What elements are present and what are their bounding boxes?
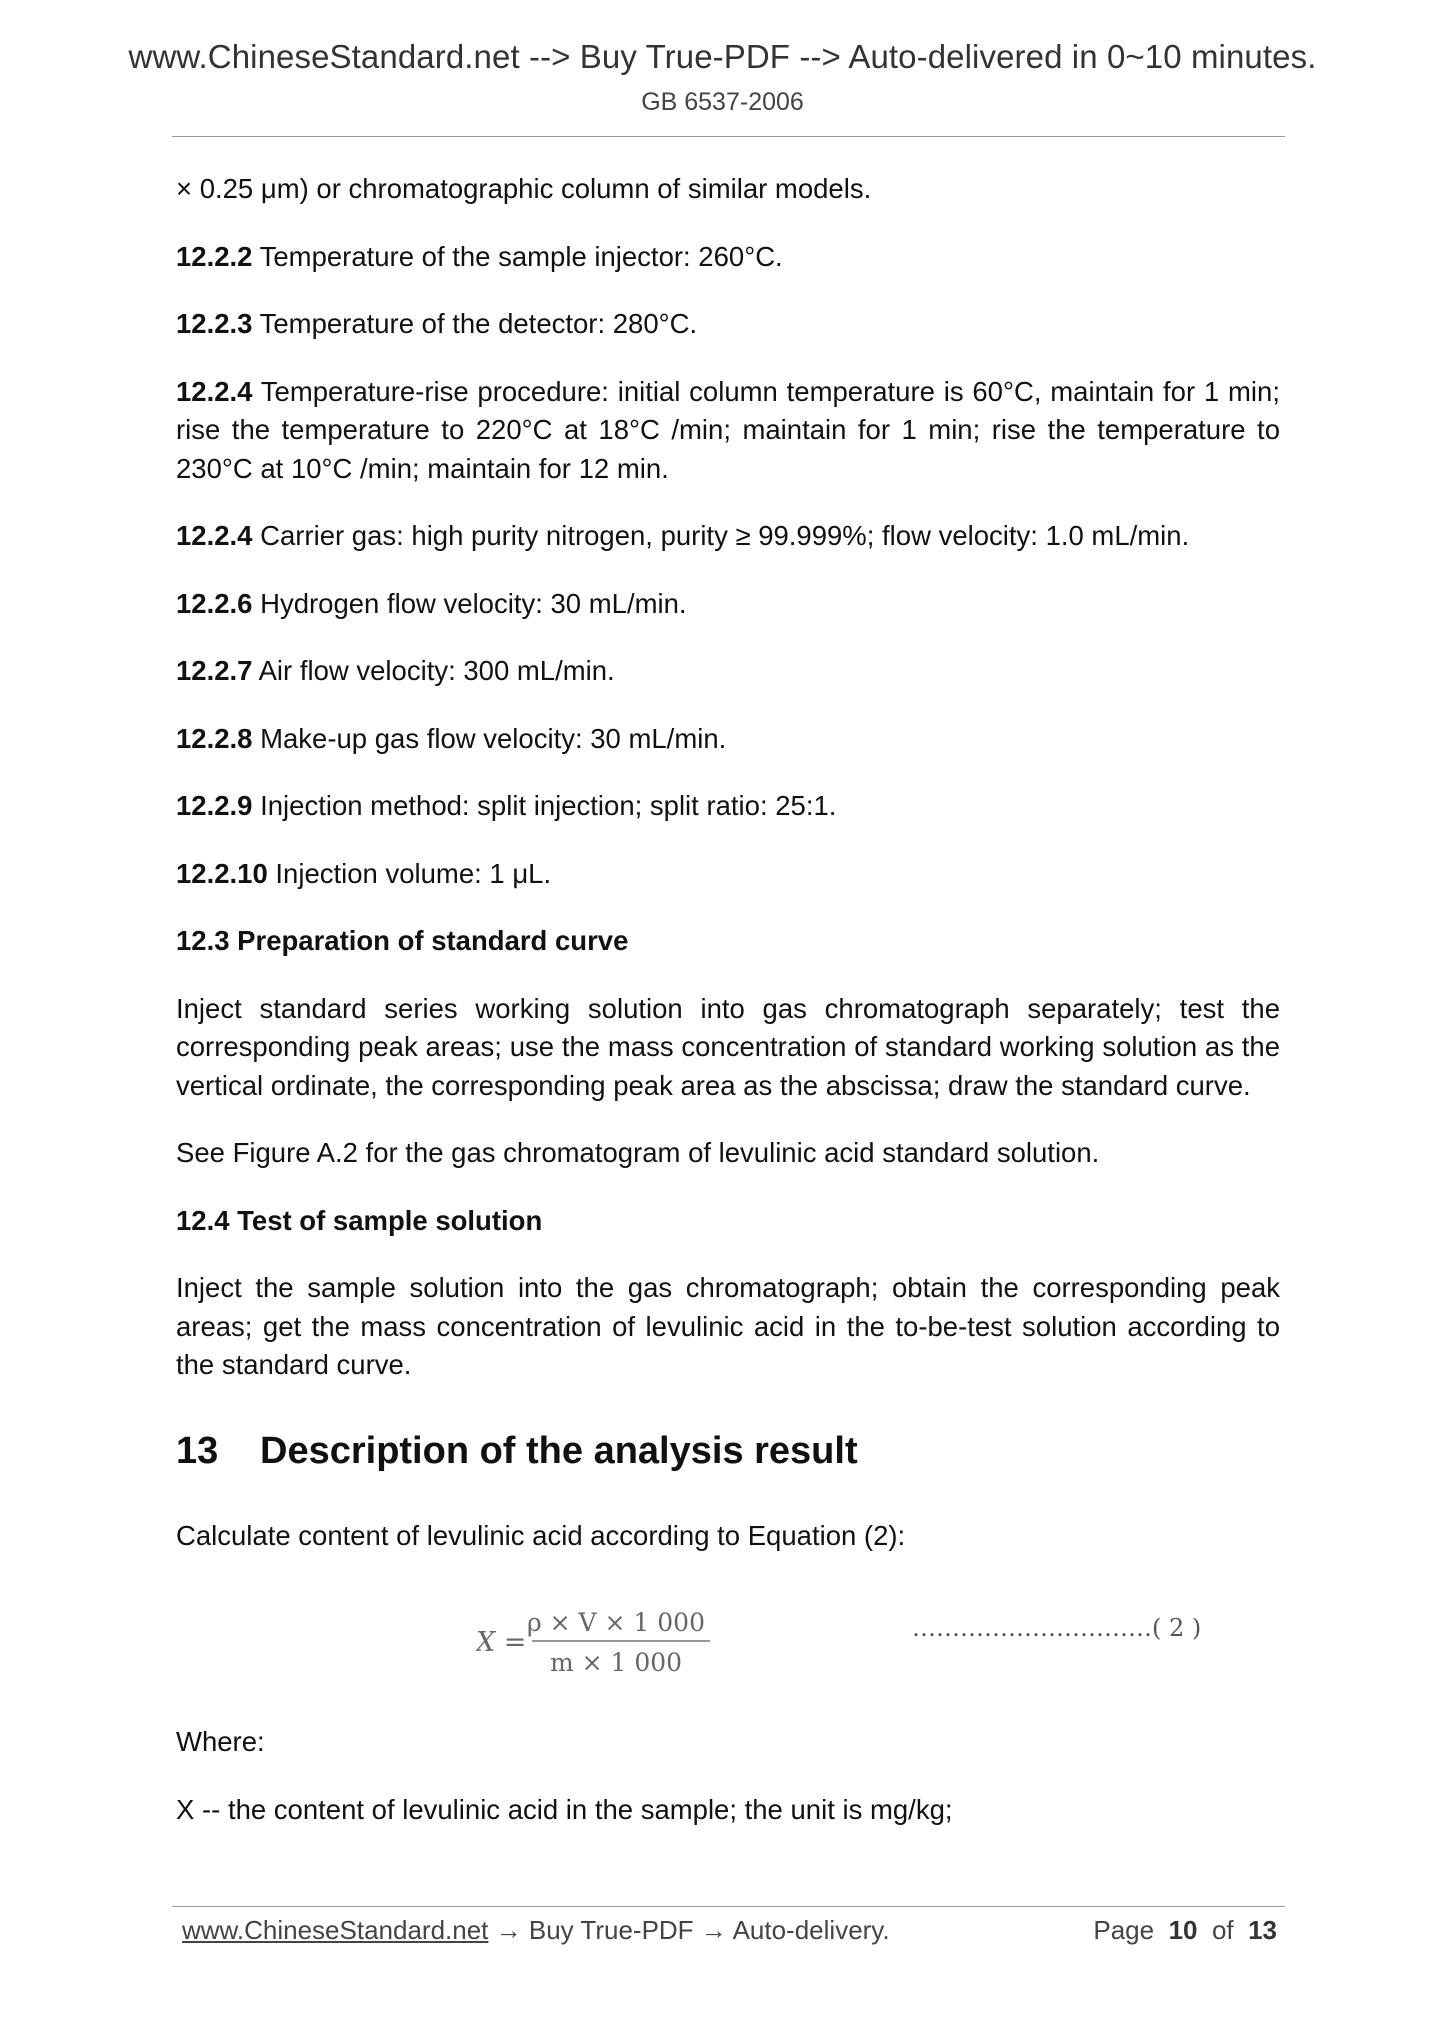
section-number: 13	[176, 1429, 219, 1472]
subheading-12-4: 12.4 Test of sample solution	[176, 1204, 543, 1236]
clause-12-2-4-carrier-gas	[176, 517, 1280, 556]
clause-12-2-10	[176, 855, 1280, 894]
paragraph-figure-reference: See Figure A.2 for the gas chromatogram of levulinic acid standard solution.	[176, 1137, 1100, 1168]
clause-text: Hydrogen flow velocity: 30 mL/min.	[260, 587, 687, 619]
footer-divider	[172, 1906, 1285, 1907]
clause-number: 12.2.7	[176, 655, 253, 686]
equation-leader	[912, 1609, 1201, 1648]
clause-text: Air flow velocity: 300 mL/min.	[258, 655, 615, 686]
standard-number: GB 6537-2006	[641, 88, 804, 116]
where-label: Where:	[176, 1726, 265, 1757]
paragraph-standard-curve: Inject standard series working solution into gas chromatograph separately; test the corresponding peak areas; use the mass concentration of standard working solution as the vertical ordinate, the corresponding peak area as the abscissa; draw the standard curve.	[176, 992, 1280, 1101]
section-heading-13	[176, 1429, 1280, 1473]
clause-text: Injection volume: 1 μL.	[275, 857, 552, 889]
clause-12-2-3	[176, 305, 1280, 344]
header-title: www.ChineseStandard.net --> Buy True-PDF --> Auto-delivered in 0~10 minutes.	[128, 38, 1317, 75]
page-number: 10	[1168, 1915, 1198, 1945]
equation-numerator: ρ × V × 1 000	[526, 1608, 706, 1637]
equation-lhs: X =	[476, 1627, 527, 1658]
clause-text: Temperature of the detector: 280°C.	[259, 308, 698, 339]
clause-number: 12.2.9	[176, 790, 253, 821]
clause-text: Temperature of the sample injector: 260°C.	[259, 240, 783, 272]
paragraph-sample-test: Inject the sample solution into the gas chromatograph; obtain the corresponding peak areas; get the mass concentration of levulinic acid in the to-be-test solution according to the standard curve.	[176, 1272, 1280, 1380]
clause-number: 12.2.2	[176, 240, 253, 272]
clause-text: Make-up gas flow velocity: 30 mL/min.	[260, 722, 727, 754]
clause-number: 12.2.4	[176, 520, 253, 551]
subheading-12-3: 12.3 Preparation of standard curve	[176, 925, 629, 956]
clause-12-2-4-temperature	[176, 373, 1280, 489]
footer-link[interactable]: www.ChineseStandard.net	[182, 1915, 489, 1945]
clause-text: Injection method: split injection; split ratio: 25:1.	[260, 790, 837, 821]
equation-denominator: m × 1 000	[549, 1648, 683, 1677]
clause-number: 12.2.8	[176, 722, 253, 754]
clause-12-2-6	[176, 585, 1280, 624]
clause-number: 12.2.3	[176, 308, 253, 339]
clause-text: Temperature-rise procedure: initial column temperature is 60°C, maintain for 1 min; rise the temperature to 220°C at 18°C /min; maintain for 1 min; rise the temperature to 230°C at 10°C /min; maintain for 12 min.	[176, 375, 1280, 484]
leader-dots: …………………………	[912, 1614, 1152, 1642]
equation-formula	[476, 1585, 776, 1695]
clause-number: 12.2.6	[176, 587, 253, 619]
clause-number: 12.2.4	[176, 375, 253, 407]
paragraph-column-spec: × 0.25 μm) or chromatographic column of similar models.	[176, 173, 872, 204]
paragraph-calculate: Calculate content of levulinic acid according to Equation (2):	[176, 1519, 906, 1551]
equation-label: ( 2 )	[1152, 1614, 1202, 1642]
of-word: of	[1211, 1915, 1234, 1945]
clause-12-2-9	[176, 787, 1280, 826]
clause-12-2-2	[176, 238, 1280, 277]
clause-12-2-8	[176, 720, 1280, 759]
clause-text: Carrier gas: high purity nitrogen, purity ≥ 99.999%; flow velocity: 1.0 mL/min.	[260, 520, 1190, 551]
page-total: 13	[1248, 1915, 1277, 1945]
page-indicator	[1093, 1915, 1277, 1946]
clause-number: 12.2.10	[176, 857, 268, 889]
footer-text: → Buy True-PDF → Auto-delivery.	[488, 1915, 890, 1945]
equation-2	[176, 1585, 1280, 1695]
clause-12-2-7	[176, 652, 1280, 691]
header-divider	[172, 136, 1285, 137]
footer-left	[182, 1915, 890, 1946]
definition-x: X -- the content of levulinic acid in the sample; the unit is mg/kg;	[176, 1793, 953, 1825]
section-title: Description of the analysis result	[260, 1429, 858, 1472]
page-word: Page	[1093, 1915, 1155, 1945]
document-body	[176, 170, 1280, 1858]
